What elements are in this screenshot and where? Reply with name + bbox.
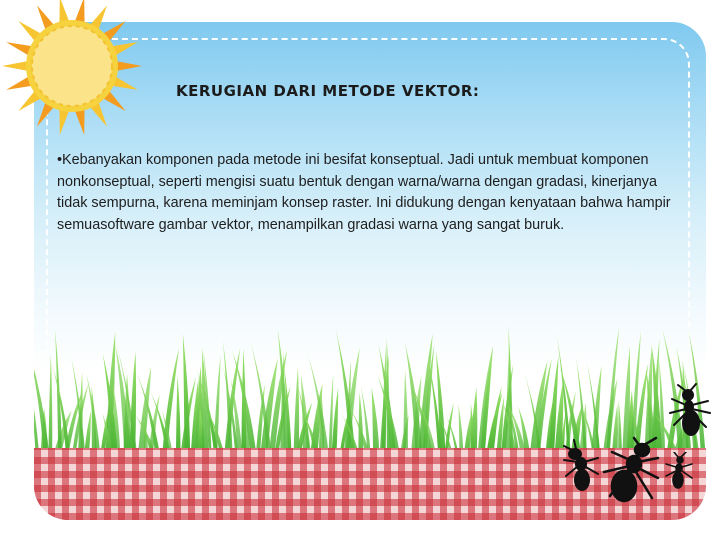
bullet-text: Kebanyakan komponen pada metode ini besifat konseptual. Jadi untuk membuat komponen nonkonseptual, seperti mengisi suatu bentuk dengan warna/warna dengan gradasi, kinerjanya tidak sempurna, karena meminjam konsep raster. Ini didukung dengan kenyataan bahwa hampir semuasoftware gambar vektor, menampilkan gradasi warna yang sangat buruk. [57,152,671,233]
bullet-paragraph [57,150,682,236]
ant-icon [664,383,714,439]
ant-icon [560,432,602,494]
sun-icon [0,0,150,150]
ant-icon [664,452,694,492]
ant-icon [598,436,662,506]
bullet-marker: • [57,152,63,168]
slide-title: KERUGIAN DARI METODE VEKTOR: [176,82,480,100]
